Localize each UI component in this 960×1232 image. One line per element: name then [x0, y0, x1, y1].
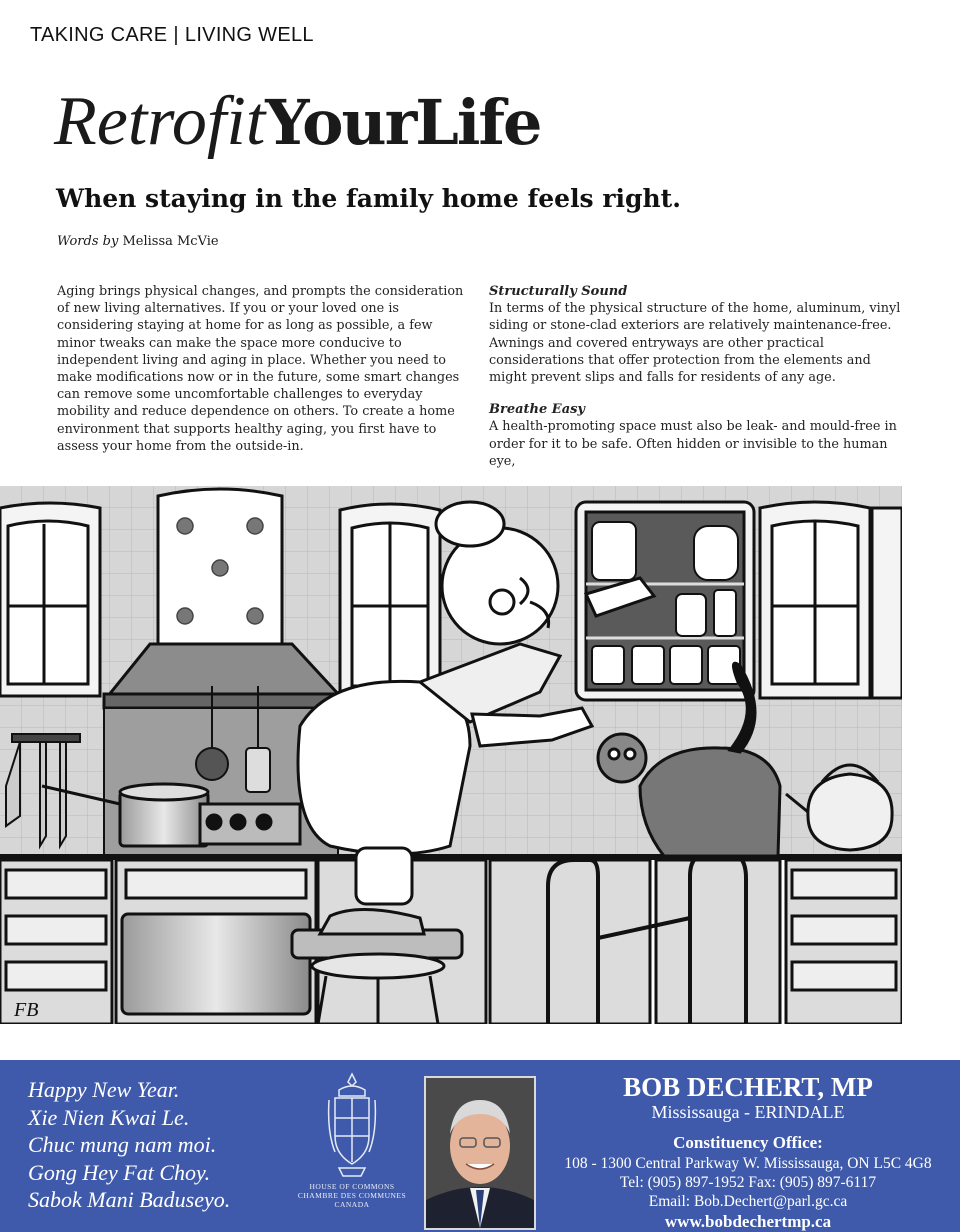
office-address: 108 - 1300 Central Parkway W. Mississauga, ON L5C 4G8: [564, 1155, 932, 1172]
upper-cabinet-left: [0, 503, 100, 696]
section-text-structurally-sound: In terms of the physical structure of the home, aluminum, vinyl siding or stone-clad exteriors are relatively maintenance-free. Awnings and covered entryways are other practical considerations that offer protection from the elements and might prevent slips and falls for residents of any age.: [489, 301, 901, 386]
byline: [57, 234, 219, 249]
section-separator: |: [173, 24, 179, 46]
article-column-left: [57, 283, 467, 455]
mp-portrait: [424, 1076, 536, 1230]
house-of-commons-logo: [292, 1072, 412, 1209]
article-title: [54, 78, 541, 165]
byline-label: Words by: [57, 234, 119, 249]
greeting-line: Chuc mung nam moi.: [28, 1132, 217, 1157]
artist-signature: FB: [14, 999, 39, 1021]
upper-cabinet-right: [760, 502, 902, 698]
mp-website: www.bobdechertmp.ca: [664, 1212, 832, 1231]
greeting-line: Happy New Year.: [28, 1077, 180, 1102]
section-label-left: TAKING CARE: [30, 24, 168, 46]
section-heading-breathe-easy: Breathe Easy: [489, 402, 585, 418]
mp-name: BOB DECHERT, MP: [623, 1072, 873, 1102]
upper-cabinet-center: [340, 504, 440, 698]
section-tag: [30, 24, 314, 47]
intro-paragraph: Aging brings physical changes, and prompts the consideration of new living alternatives. If you or your loved one is considering staying at home for as long as possible, a few minor tweaks can make the space more conducive to independent living and aging in place. Whether you need to make modifications now or in the future, some smart changes can remove some uncomfortable challenges to everyday mobility and reduce dependence on others. To create a home environment that supports healthy aging, you first have to assess your home from the outside-in.: [57, 284, 464, 454]
greeting-line: Xie Nien Kwai Le.: [28, 1104, 190, 1130]
article-subtitle: When staying in the family home feels right.: [56, 184, 681, 213]
section-text-breathe-easy: A health-promoting space must also be leak- and mould-free in order for it to be safe. Often hidden or invisible to the human eye,: [489, 419, 897, 469]
office-email: Email: Bob.Dechert@parl.gc.ca: [648, 1193, 848, 1210]
mp-riding: Mississauga - ERINDALE: [651, 1102, 845, 1122]
mp-contact-block: [548, 1072, 948, 1232]
byline-author: Melissa McVie: [122, 234, 219, 249]
logo-line-french: CHAMBRE DES COMMUNES: [297, 1191, 407, 1200]
section-label-right: LIVING WELL: [184, 24, 314, 46]
footer-ad: [0, 1060, 960, 1232]
coat-of-arms-icon: [325, 1072, 379, 1182]
title-bold-part: YourLife: [265, 86, 541, 159]
office-phone-fax: Tel: (905) 897-1952 Fax: (905) 897-6117: [619, 1174, 877, 1191]
office-label: Constituency Office:: [673, 1133, 823, 1152]
kitchen-illustration: [0, 486, 902, 1024]
greeting-line: Gong Hey Fat Choy.: [28, 1159, 211, 1185]
title-italic-part: Retrofit: [54, 83, 266, 160]
greeting-line: Sabok Mani Baduseyo.: [28, 1187, 231, 1212]
logo-line-english: HOUSE OF COMMONS: [309, 1182, 395, 1191]
section-heading-structurally-sound: Structurally Sound: [489, 284, 628, 299]
article-column-right: [489, 283, 909, 470]
logo-line-country: CANADA: [334, 1200, 370, 1209]
greetings-list: [28, 1076, 230, 1214]
